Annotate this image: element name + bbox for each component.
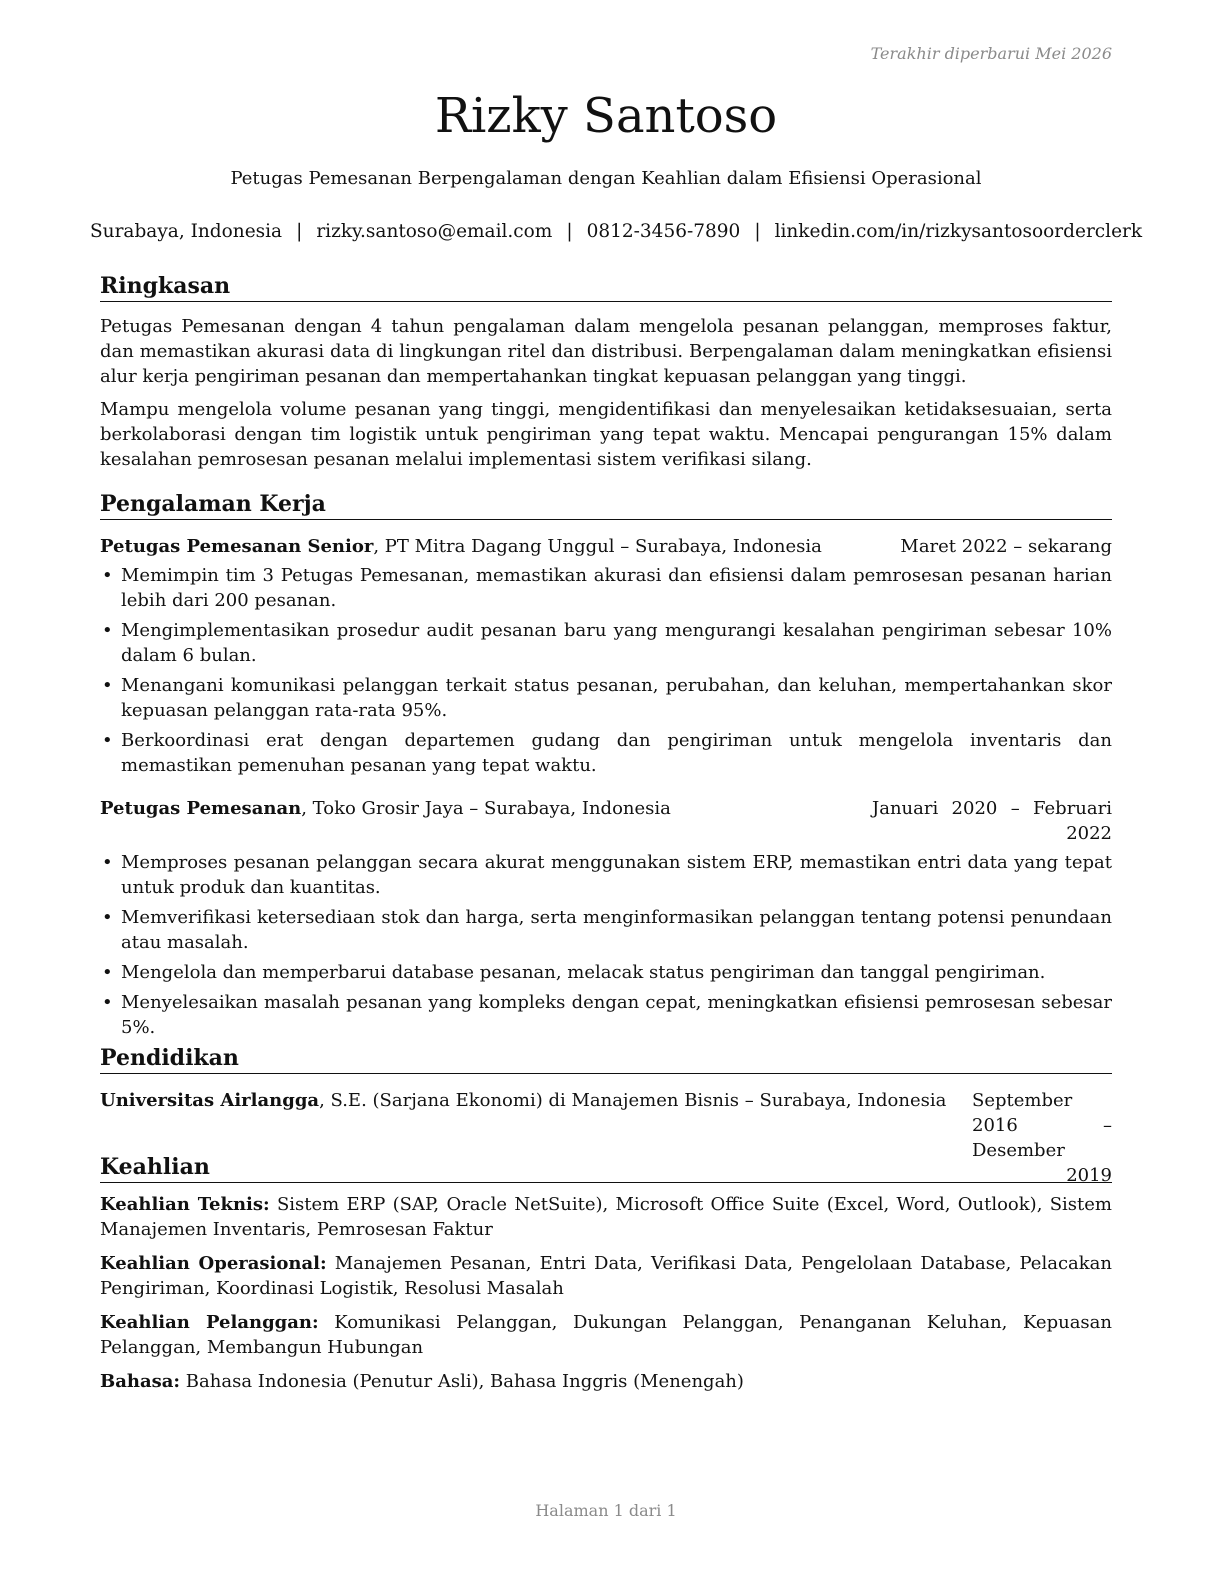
skill-group: [100, 1310, 1112, 1360]
job-dates: Januari 2020 – Februari 2022: [872, 798, 1112, 844]
education-school: Universitas Airlangga: [100, 1090, 320, 1111]
job-bullets: [100, 563, 1112, 778]
contact-email[interactable]: rizky.santoso@email.com: [316, 221, 553, 242]
summary-section: [100, 272, 1112, 472]
job-bullet: • Mengimplementasikan prosedur audit pesanan baru yang mengurangi kesalahan pengiriman sebesar 10% dalam 6 bulan.: [100, 618, 1112, 668]
job-header: [100, 534, 1112, 559]
skill-text: Sistem ERP (SAP, Oracle NetSuite), Microsoft Office Suite (Excel, Word, Outlook), Sistem Manajemen Inventaris, Pemrosesan Faktur: [100, 1194, 1112, 1240]
job-title-company: [100, 534, 822, 559]
tagline: Petugas Pemesanan Berpengalaman dengan Keahlian dalam Efisiensi Operasional: [230, 168, 982, 189]
skill-label: Bahasa:: [100, 1371, 181, 1392]
job-bullet: • Memverifikasi ketersediaan stok dan harga, serta menginformasikan pelanggan tentang potensi penundaan atau masalah.: [100, 905, 1112, 955]
job-bullet: • Menangani komunikasi pelanggan terkait status pesanan, perubahan, dan keluhan, mempertahankan skor kepuasan pelanggan rata-rata 95%.: [100, 673, 1112, 723]
skill-label: Keahlian Pelanggan:: [100, 1312, 319, 1333]
skill-text: Bahasa Indonesia (Penutur Asli), Bahasa Inggris (Menengah): [180, 1371, 744, 1392]
job-entry: [100, 534, 1112, 778]
last-updated: Terakhir diperbarui Mei 2026: [870, 44, 1112, 63]
contact-location: Surabaya, Indonesia: [90, 221, 283, 242]
skills-section: [100, 1153, 1112, 1394]
candidate-name: Rizky Santoso: [434, 88, 778, 144]
page-footer: Halaman 1 dari 1: [535, 1501, 677, 1520]
contact-line: [90, 219, 1143, 245]
summary-paragraph: Mampu mengelola volume pesanan yang tinggi, mengidentifikasi dan menyelesaikan ketidaksesuaian, serta berkolaborasi dengan tim logistik untuk pengiriman yang tepat waktu. Mencapai pengurangan 15% dalam kesalahan pemrosesan pesanan melalui implementasi sistem verifikasi silang.: [100, 399, 1112, 470]
education-dates: September 2016 – Desember 2019: [972, 1090, 1112, 1186]
contact-phone[interactable]: 0812-3456-7890: [586, 221, 741, 242]
contact-separator: |: [566, 221, 573, 242]
section-title-skills: Keahlian: [100, 1153, 1112, 1183]
skill-group: [100, 1251, 1112, 1301]
job-bullet: • Memimpin tim 3 Petugas Pemesanan, memastikan akurasi dan efisiensi dalam pemrosesan pesanan harian lebih dari 200 pesanan.: [100, 563, 1112, 613]
skill-text: Manajemen Pesanan, Entri Data, Verifikasi Data, Pengelolaan Database, Pelacakan Pengiriman, Koordinasi Logistik, Resolusi Masalah: [100, 1253, 1112, 1299]
job-title-company: [100, 796, 671, 846]
job-company: , PT Mitra Dagang Unggul – Surabaya, Indonesia: [373, 536, 822, 557]
skill-text: Komunikasi Pelanggan, Dukungan Pelanggan, Penanganan Keluhan, Kepuasan Pelanggan, Membangun Hubungan: [100, 1312, 1112, 1358]
section-title-experience: Pengalaman Kerja: [100, 490, 1112, 520]
job-bullet: • Mengelola dan memperbarui database pesanan, melacak status pengiriman dan tanggal pengiriman.: [100, 960, 1112, 985]
experience-section: [100, 490, 1112, 1045]
job-role: Petugas Pemesanan Senior: [100, 536, 374, 557]
section-title-summary: Ringkasan: [100, 272, 1112, 302]
skill-label: Keahlian Operasional:: [100, 1253, 327, 1274]
job-company: , Toko Grosir Jaya – Surabaya, Indonesia: [301, 798, 671, 819]
contact-separator: |: [296, 221, 303, 242]
job-header: [100, 796, 1112, 846]
skill-group: [100, 1369, 1112, 1394]
job-bullets: [100, 850, 1112, 1040]
job-role: Petugas Pemesanan: [100, 798, 302, 819]
job-bullet: • Menyelesaikan masalah pesanan yang kompleks dengan cepat, meningkatkan efisiensi pemrosesan sebesar 5%.: [100, 990, 1112, 1040]
contact-separator: |: [754, 221, 761, 242]
skill-label: Keahlian Teknis:: [100, 1194, 270, 1215]
job-entry: [100, 796, 1112, 1040]
skill-group: [100, 1192, 1112, 1242]
section-title-education: Pendidikan: [100, 1044, 1112, 1074]
job-dates: Maret 2022 – sekarang: [900, 536, 1112, 557]
contact-linkedin[interactable]: linkedin.com/in/rizkysantosoorderclerk: [774, 221, 1143, 242]
job-bullet: • Berkoordinasi erat dengan departemen gudang dan pengiriman untuk mengelola inventaris dan memastikan pemenuhan pesanan yang tepat waktu.: [100, 728, 1112, 778]
summary-paragraph: Petugas Pemesanan dengan 4 tahun pengalaman dalam mengelola pesanan pelanggan, memproses faktur, dan memastikan akurasi data di lingkungan ritel dan distribusi. Berpengalaman dalam meningkatkan efisiensi alur kerja pengiriman pesanan dan mempertahankan tingkat kepuasan pelanggan yang tinggi.: [100, 316, 1112, 387]
job-bullet: • Memproses pesanan pelanggan secara akurat menggunakan sistem ERP, memastikan entri data yang tepat untuk produk dan kuantitas.: [100, 850, 1112, 900]
education-degree: , S.E. (Sarjana Ekonomi) di Manajemen Bisnis – Surabaya, Indonesia: [319, 1090, 947, 1111]
